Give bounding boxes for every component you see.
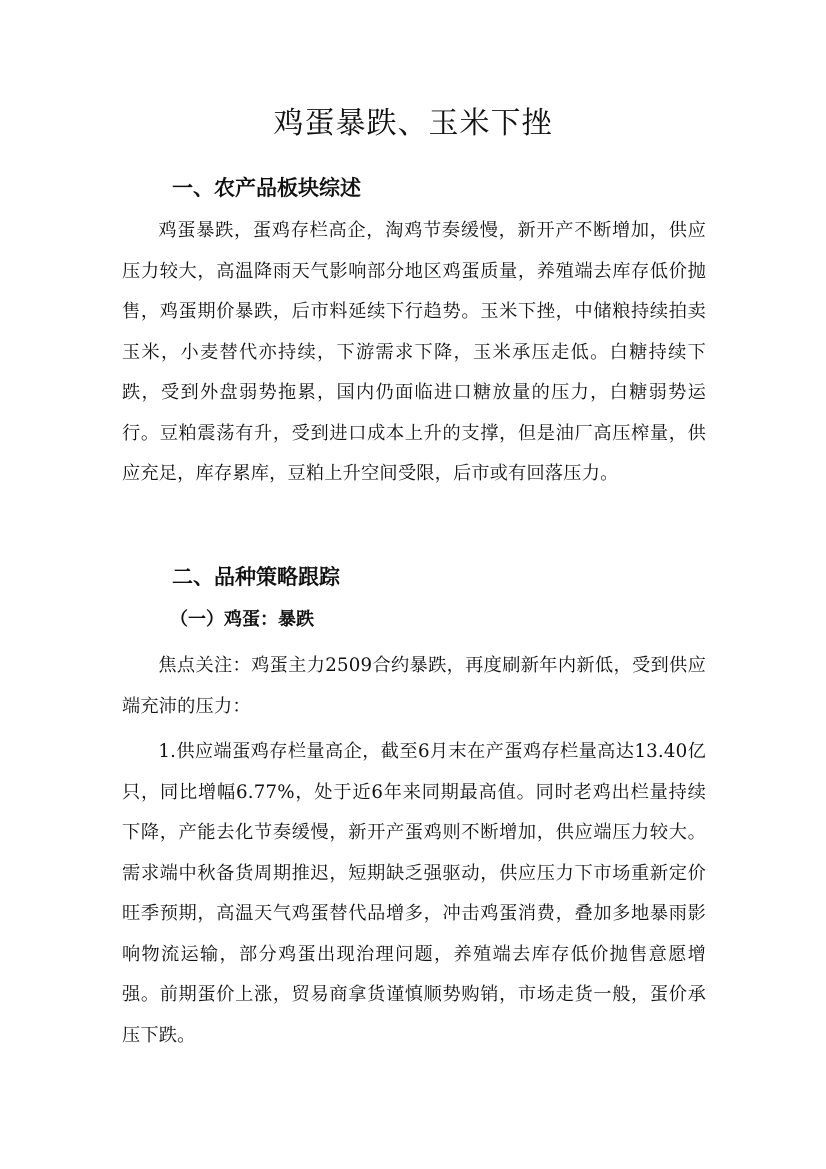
subsection-heading-eggs: （一）鸡蛋：暴跌 — [170, 609, 314, 630]
focus-paragraph: 焦点关注：鸡蛋主力2509合约暴跌，再度刷新年内新低，受到供应端充沛的压力： — [122, 655, 706, 717]
overview-paragraph: 鸡蛋暴跌，蛋鸡存栏高企，淘鸡节奏缓慢，新开产不断增加，供应压力较大，高温降雨天气影响部分地区鸡蛋质量，养殖端去库存低价抛售，鸡蛋期价暴跌，后市料延续下行趋势。玉米下挫，中储粮持续拍卖玉米，小麦替代亦持续，下游需求下降，玉米承压走低。白糖持续下跌，受到外盘弱势拖累，国内仍面临进口糖放量的压力，白糖弱势运行。豆粕震荡有升，受到进口成本上升的支撑，但是油厂高压榨量，供应充足，库存累库，豆粕上升空间受限，后市或有回落压力。 — [122, 220, 706, 484]
section-heading-overview: 一、农产品板块综述 — [172, 176, 361, 200]
supply-analysis-paragraph: 1.供应端蛋鸡存栏量高企，截至6月末在产蛋鸡存栏量高达13.40亿只，同比增幅6.77%，处于近6年来同期最高值。同时老鸡出栏量持续下降，产能去化节奏缓慢，新开产蛋鸡则不断增加，供应端压力较大。需求端中秋备货周期推迟，短期缺乏强驱动，供应压力下市场重新定价旺季预期，高温天气鸡蛋替代品增多，冲击鸡蛋消费，叠加多地暴雨影响物流运输，部分鸡蛋出现治理问题，养殖端去库存低价抛售意愿增强。前期蛋价上涨，贸易商拿货谨慎顺势购销，市场走货一般，蛋价承压下跌。 — [122, 741, 706, 1046]
document-title: 鸡蛋暴跌、玉米下挫 — [273, 106, 553, 141]
section-heading-strategy: 二、品种策略跟踪 — [172, 565, 340, 589]
